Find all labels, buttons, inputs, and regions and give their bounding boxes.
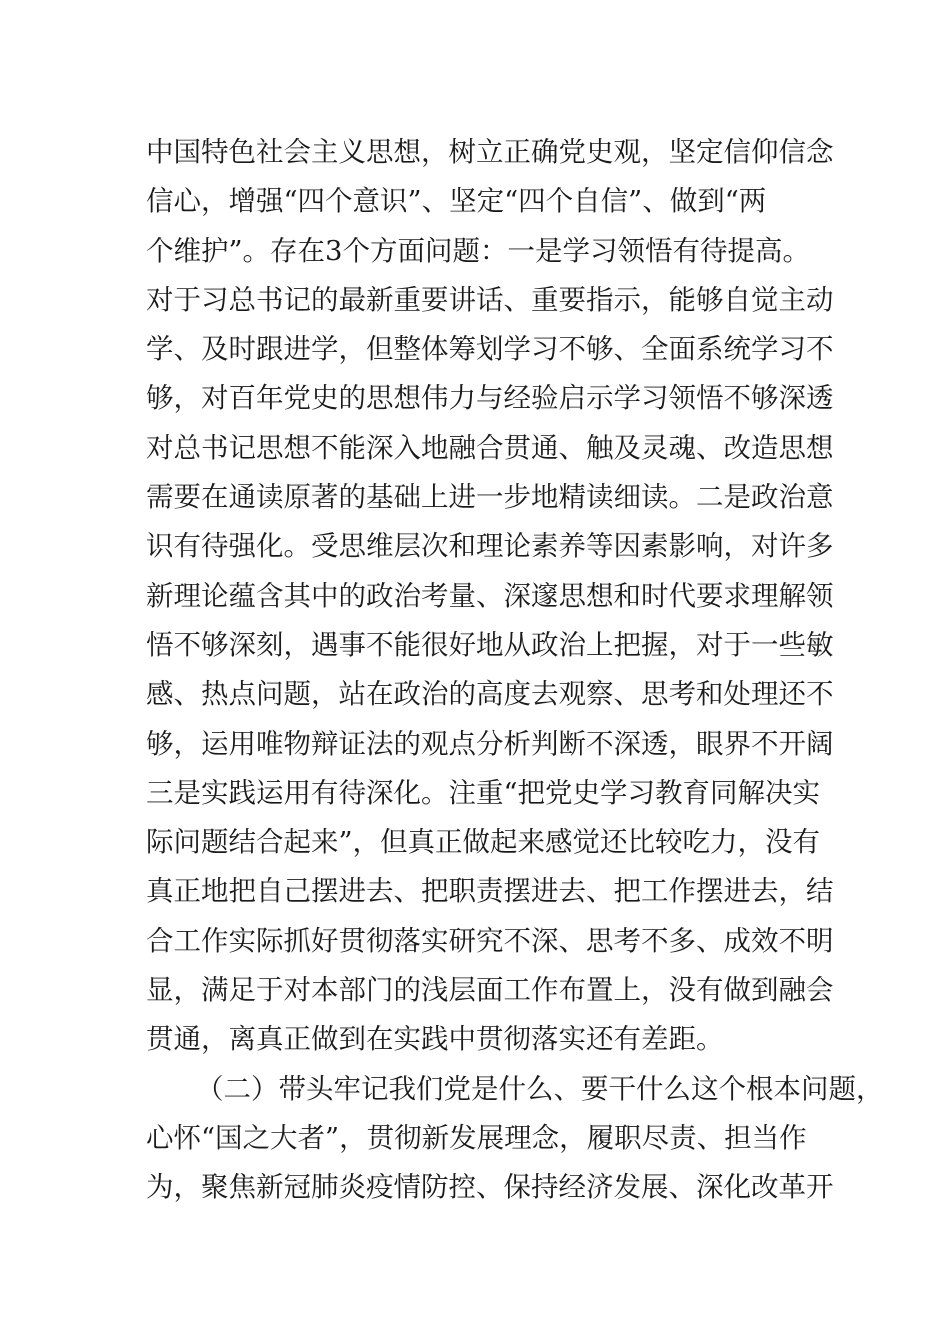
- text-line: 中国特色社会主义思想，树立正确党史观，坚定信仰信念: [146, 136, 834, 168]
- text-line: 识有待强化。受思维层次和理论素养等因素影响，对许多: [146, 530, 834, 563]
- text-line: 为，聚焦新冠肺炎疫情防控、保持经济发展、深化改革开: [146, 1171, 834, 1204]
- text-line: 感、热点问题，站在政治的高度去观察、思考和处理还不: [146, 678, 834, 711]
- section-heading-line: （二）带头牢记我们党是什么、要干什么这个根本问题，: [196, 1072, 884, 1105]
- text-line: 贯通，离真正做到在实践中贯彻落实还有差距。: [146, 1023, 724, 1056]
- text-line: 需要在通读原著的基础上进一步地精读细读。二是政治意: [146, 481, 834, 514]
- text-line: 对于习总书记的最新重要讲话、重要指示，能够自觉主动: [146, 283, 834, 316]
- text-line: 显，满足于对本部门的浅层面工作布置上，没有做到融会: [146, 974, 834, 1007]
- text-line: 对总书记思想不能深入地融合贯通、触及灵魂、改造思想: [146, 431, 834, 464]
- text-line: 真正地把自己摆进去、把职责摆进去、把工作摆进去，结: [146, 875, 834, 908]
- body-text: [146, 128, 884, 1213]
- text-line: 个维护”。存在3个方面问题：一是学习领悟有待提高。: [146, 234, 811, 267]
- text-line: 心怀“国之大者”，贯彻新发展理念，履职尽责、担当作: [146, 1121, 807, 1154]
- text-line: 际问题结合起来”，但真正做起来感觉还比较吃力，没有: [146, 826, 821, 859]
- text-line: 信心，增强“四个意识”、坚定“四个自信”、做到“两: [146, 185, 767, 218]
- text-line: 三是实践运用有待深化。注重“把党史学习教育同解决实: [146, 776, 821, 809]
- text-line: 够，运用唯物辩证法的观点分析判断不深透，眼界不开阔: [146, 727, 834, 760]
- text-line: 新理论蕴含其中的政治考量、深邃思想和时代要求理解领: [146, 579, 834, 612]
- text-line: 学、及时跟进学，但整体筹划学习不够、全面系统学习不: [146, 333, 834, 366]
- text-line: 够，对百年党史的思想伟力与经验启示学习领悟不够深透: [146, 382, 834, 415]
- text-line: 悟不够深刻，遇事不能很好地从政治上把握，对于一些敏: [146, 628, 834, 661]
- text-line: 合工作实际抓好贯彻落实研究不深、思考不多、成效不明: [146, 924, 834, 957]
